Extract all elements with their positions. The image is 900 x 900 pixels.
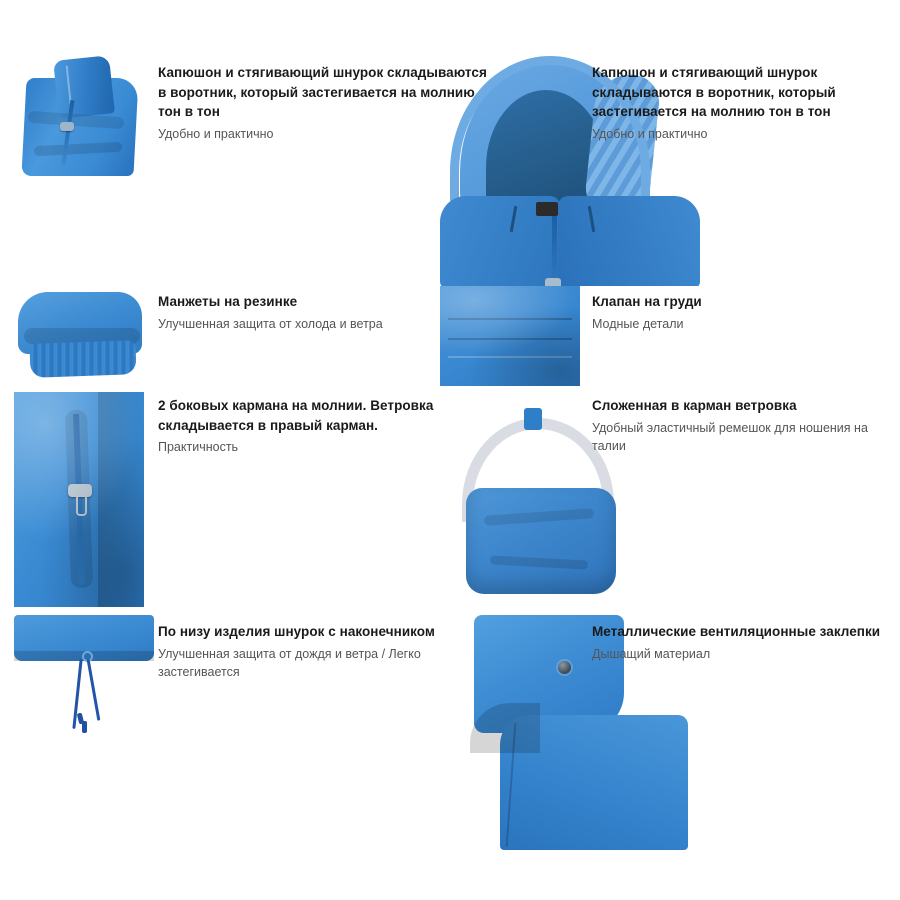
feature-subtitle: Улучшенная защита от дождя и ветра / Легко застегивается bbox=[158, 646, 421, 680]
feature-subtitle: Удобно и практично bbox=[592, 126, 708, 141]
jacket-hem-cord-photo bbox=[14, 615, 154, 735]
feature-title: По низу изделия шнурок с наконечником bbox=[158, 624, 435, 639]
feature-title: Капюшон и стягивающий шнурок складываются в воротник, который застегивается на молнию тон в тон bbox=[158, 65, 487, 120]
feature-title: Сложенная в карман ветровка bbox=[592, 398, 797, 413]
feature-subtitle: Удобно и практично bbox=[158, 126, 274, 141]
feature-text-hood-collar-right bbox=[592, 63, 892, 143]
feature-title: 2 боковых кармана на молнии. Ветровка складывается в правый карман. bbox=[158, 398, 434, 433]
feature-text-metal-vent-eyelets bbox=[592, 622, 882, 663]
feature-title: Металлические вентиляционные заклепки bbox=[592, 624, 881, 639]
feature-subtitle: Улучшенная защита от холода и ветра bbox=[158, 316, 383, 331]
jacket-chest-flap-photo bbox=[440, 286, 580, 386]
jacket-pocket-zipper-photo bbox=[14, 392, 144, 607]
feature-text-chest-flap bbox=[592, 292, 872, 333]
feature-text-side-pockets bbox=[158, 396, 458, 457]
feature-text-packable-pouch bbox=[592, 396, 882, 456]
feature-text-hood-collar-left bbox=[158, 63, 488, 143]
feature-title: Манжеты на резинке bbox=[158, 294, 298, 309]
feature-title: Клапан на груди bbox=[592, 294, 702, 309]
feature-text-hem-drawcord bbox=[158, 622, 458, 682]
jacket-cuff-photo bbox=[14, 290, 144, 385]
feature-subtitle: Дышащий материал bbox=[592, 646, 711, 661]
feature-title: Капюшон и стягивающий шнурок складываются в воротник, который застегивается на молнию тон в тон bbox=[592, 65, 836, 120]
feature-subtitle: Удобный эластичный ремешок для ношения на талии bbox=[592, 420, 868, 454]
feature-subtitle: Практичность bbox=[158, 440, 239, 455]
jacket-collar-photo bbox=[14, 56, 144, 176]
feature-text-elastic-cuffs bbox=[158, 292, 458, 333]
feature-subtitle: Модные детали bbox=[592, 316, 684, 331]
